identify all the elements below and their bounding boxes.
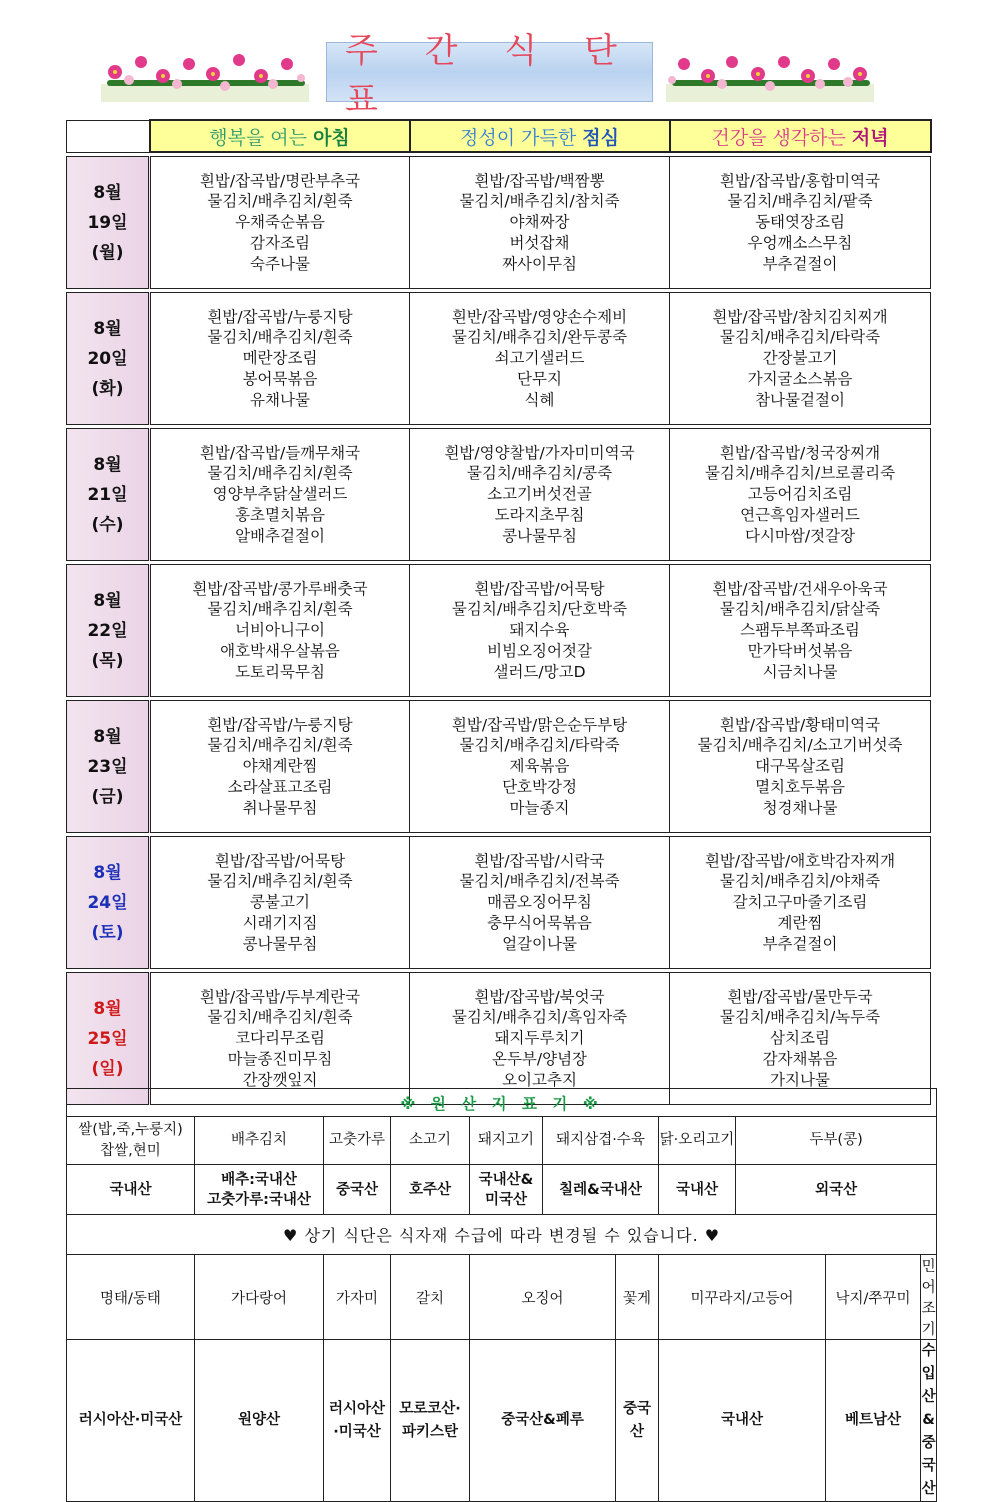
dinner-menu-cell [670, 429, 931, 561]
origin-value: 국내산& 미국산 [470, 1165, 543, 1215]
lunch-menu-cell [410, 565, 670, 697]
flower-decoration-right [666, 50, 874, 102]
lunch-menu-cell [410, 293, 670, 425]
menu-item: 감자조림 [250, 233, 310, 252]
dinner-menu-cell [670, 701, 931, 833]
day-weekday: (금) [91, 786, 124, 807]
menu-item: 취나물무침 [242, 798, 318, 817]
menu-item: 흰밥/잡곡밥/홍합미역국 [719, 171, 881, 190]
day-date: 19일 [87, 212, 128, 233]
day-label [67, 701, 150, 833]
day-month: 8월 [93, 726, 122, 747]
menu-item: 계란찜 [777, 913, 823, 932]
menu-item: 물김치/배추김치/흑임자죽 [451, 1008, 628, 1027]
day-label [67, 429, 150, 561]
menu-item: 감자채볶음 [762, 1049, 838, 1068]
menu-item: 코다리무조림 [235, 1029, 325, 1048]
dinner-menu-cell [670, 565, 931, 697]
breakfast-menu-cell [150, 565, 410, 697]
origin-value: 러시아산·미국산 [67, 1340, 195, 1502]
day-weekday: (수) [91, 514, 124, 535]
menu-item: 흰밥/잡곡밥/맑은순두부탕 [451, 715, 628, 734]
menu-item: 흰밥/잡곡밥/누룽지탕 [207, 715, 353, 734]
menu-item: 오이고추지 [502, 1070, 577, 1089]
origin-label: 두부(콩) [736, 1117, 937, 1165]
menu-table [66, 119, 932, 1105]
header-corner [67, 120, 150, 152]
origin-label: 소고기 [391, 1117, 470, 1165]
menu-item: 흰밥/잡곡밥/백짬뽕 [474, 171, 605, 190]
menu-item: 야채짜장 [509, 213, 570, 232]
menu-item: 흰밥/잡곡밥/명란부추국 [199, 171, 361, 190]
header-dinner: 건강을 생각하는 저녁 [670, 120, 931, 152]
menu-item: 제육볶음 [509, 757, 570, 776]
menu-item: 콩불고기 [250, 893, 310, 912]
menu-item: 야채계란찜 [242, 757, 318, 776]
origin-label: 배추김치 [195, 1117, 324, 1165]
menu-item: 버섯잡채 [509, 233, 570, 252]
menu-item: 돼지두루치기 [494, 1029, 585, 1048]
day-month: 8월 [93, 454, 122, 475]
menu-item: 흰밥/잡곡밥/어묵탕 [474, 579, 605, 598]
origin-value: 호주산 [391, 1165, 470, 1215]
origin-value: 배추:국내산 고춧가루:국내산 [195, 1165, 324, 1215]
menu-item: 스팸두부쪽파조림 [740, 621, 860, 640]
menu-item: 쇠고기샐러드 [494, 349, 585, 368]
menu-item: 참나물겉절이 [755, 390, 845, 409]
origin-label: 가자미 [324, 1255, 391, 1340]
menu-item: 흰밥/잡곡밥/북엇국 [474, 987, 605, 1006]
day-date: 23일 [87, 756, 128, 777]
menu-item: 물김치/배추김치/흰죽 [207, 1008, 353, 1027]
flower-decoration-left [101, 50, 309, 102]
menu-item: 단무지 [517, 369, 562, 388]
menu-item: 물김치/배추김치/참치죽 [459, 192, 620, 211]
menu-item: 유채나물 [250, 390, 310, 409]
breakfast-menu-cell [150, 429, 410, 561]
day-weekday: (목) [91, 650, 124, 671]
menu-item: 흰밥/잡곡밥/애호박감자찌개 [704, 851, 896, 870]
menu-item: 우채죽순볶음 [235, 213, 325, 232]
menu-item: 간장깻잎지 [242, 1070, 318, 1089]
menu-item: 매콤오징어무침 [487, 893, 592, 912]
menu-item: 물김치/배추김치/단호박죽 [451, 600, 628, 619]
menu-item: 흰반/잡곡밥/영양손수제비 [451, 307, 628, 326]
menu-item: 물김치/배추김치/흰죽 [207, 736, 353, 755]
menu-item: 우엉깨소스무침 [747, 233, 853, 252]
origin-label: 민어조기 [921, 1255, 937, 1340]
page-title: 주 간 식 단 표 [345, 31, 635, 120]
menu-item: 가지굴소스볶음 [747, 369, 853, 388]
menu-item: 영양부추닭살샐러드 [212, 485, 348, 504]
origin-label: 꽃게 [616, 1255, 659, 1340]
menu-item: 물김치/배추김치/타락죽 [459, 736, 620, 755]
menu-item: 얼갈이나물 [502, 934, 577, 953]
menu-change-notice: ♥ 상기 식단은 식자재 수급에 따라 변경될 수 있습니다. ♥ [67, 1215, 937, 1255]
dinner-menu-cell [670, 973, 931, 1105]
lunch-menu-cell [410, 701, 670, 833]
origin-label: 돼지고기 [470, 1117, 543, 1165]
header-lunch: 정성이 가득한 점심 [410, 120, 670, 152]
lunch-menu-cell [410, 157, 670, 289]
menu-item: 도토리묵무침 [235, 662, 325, 681]
breakfast-menu-cell [150, 293, 410, 425]
breakfast-menu-cell [150, 157, 410, 289]
day-date: 22일 [87, 620, 128, 641]
menu-item: 대구목살조림 [755, 757, 845, 776]
origin-value: 외국산 [736, 1165, 937, 1215]
menu-item: 가지나물 [770, 1070, 830, 1089]
origin-value: 러시아산 ·미국산 [324, 1340, 391, 1502]
menu-item: 샐러드/망고D [493, 662, 586, 681]
menu-item: 부추겉절이 [762, 934, 838, 953]
menu-item: 물김치/배추김치/팥죽 [727, 192, 873, 211]
menu-item: 물김치/배추김치/콩죽 [466, 464, 613, 483]
day-row [67, 429, 931, 561]
origin-label: 닭·오리고기 [659, 1117, 736, 1165]
day-label [67, 565, 150, 697]
day-month: 8월 [93, 182, 122, 203]
dinner-menu-cell [670, 293, 931, 425]
day-month: 8월 [93, 590, 122, 611]
menu-item: 마늘종진미무침 [227, 1049, 333, 1068]
origin-value: 칠레&국내산 [543, 1165, 659, 1215]
menu-item: 물김치/배추김치/흰죽 [207, 600, 353, 619]
day-weekday: (화) [91, 378, 124, 399]
menu-item: 멸치호두볶음 [755, 777, 845, 796]
menu-item: 온두부/양념장 [491, 1049, 588, 1068]
menu-item: 물김치/배추김치/녹두죽 [719, 1008, 881, 1027]
header-breakfast: 행복을 여는 아침 [150, 120, 410, 152]
dinner-menu-cell [670, 157, 931, 289]
day-weekday: (월) [91, 242, 124, 263]
origin-value: 국내산 [659, 1165, 736, 1215]
dinner-menu-cell [670, 837, 931, 969]
origin-label: 가다랑어 [195, 1255, 324, 1340]
origin-value: 모로코산· 파키스탄 [391, 1340, 470, 1502]
origin-table [66, 1088, 937, 1502]
breakfast-menu-cell [150, 973, 410, 1105]
day-date: 20일 [87, 348, 128, 369]
day-row [67, 565, 931, 697]
menu-item: 고등어김치조림 [747, 485, 853, 504]
origin-value: 중국산 [616, 1340, 659, 1502]
menu-item: 간장불고기 [762, 349, 838, 368]
menu-item: 부추겉절이 [762, 254, 838, 273]
menu-item: 숙주나물 [250, 254, 310, 273]
origin-value: 국내산 [67, 1165, 195, 1215]
menu-item: 알배추겉절이 [235, 526, 325, 545]
lunch-menu-cell [410, 973, 670, 1105]
day-month: 8월 [93, 318, 122, 339]
menu-item: 물김치/배추김치/닭살죽 [719, 600, 881, 619]
menu-item: 마늘종지 [509, 798, 570, 817]
day-row [67, 837, 931, 969]
menu-item: 청경채나물 [762, 798, 838, 817]
menu-item: 물김치/배추김치/브로콜리죽 [704, 464, 896, 483]
day-row [67, 293, 931, 425]
menu-item: 물김치/배추김치/흰죽 [207, 192, 353, 211]
day-row [67, 701, 931, 833]
day-date: 21일 [87, 484, 128, 505]
origin-label: 고춧가루 [324, 1117, 391, 1165]
day-label [67, 837, 150, 969]
origin-label: 쌀(밥,죽,누룽지) 찹쌀,현미 [67, 1117, 195, 1165]
menu-item: 소라살표고조림 [227, 777, 333, 796]
menu-item: 만가닥버섯볶음 [747, 641, 853, 660]
menu-item: 시금치나물 [762, 662, 838, 681]
origin-label: 돼지삼겹·수육 [543, 1117, 659, 1165]
menu-item: 흰밥/잡곡밥/물만두국 [727, 987, 873, 1006]
origin-value: 원양산 [195, 1340, 324, 1502]
menu-item: 메란장조림 [242, 349, 318, 368]
day-month: 8월 [93, 862, 122, 883]
breakfast-menu-cell [150, 701, 410, 833]
meal-header-row [67, 120, 931, 152]
menu-item: 너비아니구이 [235, 621, 325, 640]
menu-item: 돼지수육 [509, 621, 570, 640]
title-banner [326, 31, 653, 120]
day-weekday: (토) [91, 922, 124, 943]
menu-item: 흰밥/잡곡밥/황태미역국 [719, 715, 881, 734]
origin-row1-values [67, 1165, 937, 1215]
origin-value: 중국산 [324, 1165, 391, 1215]
origin-label: 미꾸라지/고등어 [659, 1255, 826, 1340]
origin-label: 명태/동태 [67, 1255, 195, 1340]
menu-item: 시래기지짐 [242, 913, 318, 932]
origin-value: 중국산&페루 [470, 1340, 616, 1502]
origin-title: ※ 원 산 지 표 기 ※ [67, 1089, 937, 1117]
menu-item: 흰밥/영양찰밥/가자미미역국 [444, 443, 635, 462]
menu-item: 콩나물무침 [242, 934, 318, 953]
menu-item: 애호박새우살볶음 [220, 641, 340, 660]
lunch-menu-cell [410, 429, 670, 561]
menu-item: 충무식어묵볶음 [487, 913, 592, 932]
menu-item: 흰밥/잡곡밥/참치김치찌개 [712, 307, 888, 326]
menu-item: 갈치고구마줄기조림 [732, 893, 868, 912]
menu-item: 콩나물무침 [502, 526, 577, 545]
menu-item: 흰밥/잡곡밥/청국장찌개 [719, 443, 881, 462]
menu-item: 물김치/배추김치/흰죽 [207, 464, 353, 483]
day-date: 24일 [87, 892, 128, 913]
menu-item: 도라지초무침 [494, 505, 585, 524]
origin-value: 수입산& 중국산 [921, 1340, 937, 1502]
day-row [67, 973, 931, 1105]
menu-item: 물김치/배추김치/야채죽 [719, 872, 881, 891]
day-date: 25일 [87, 1028, 128, 1049]
day-weekday: (일) [91, 1058, 124, 1079]
origin-value: 베트남산 [826, 1340, 921, 1502]
menu-item: 물김치/배추김치/소고기버섯죽 [697, 736, 903, 755]
origin-row2-labels [67, 1255, 937, 1340]
menu-item: 흰밥/잡곡밥/어묵탕 [214, 851, 346, 870]
origin-row2-values [67, 1340, 937, 1502]
origin-value: 국내산 [659, 1340, 826, 1502]
menu-item: 비빔오징어젓갈 [487, 641, 592, 660]
menu-item: 흰밥/잡곡밥/누룽지탕 [207, 307, 353, 326]
menu-item: 물김치/배추김치/완두콩죽 [451, 328, 628, 347]
menu-item: 다시마쌈/젓갈장 [744, 526, 856, 545]
day-label [67, 973, 150, 1105]
menu-item: 소고기버섯전골 [487, 485, 592, 504]
menu-item: 물김치/배추김치/흰죽 [207, 328, 353, 347]
menu-item: 식혜 [524, 390, 555, 409]
origin-label: 낙지/쭈꾸미 [826, 1255, 921, 1340]
menu-item: 흰밥/잡곡밥/시락국 [474, 851, 605, 870]
menu-item: 짜사이무침 [502, 254, 577, 273]
menu-item: 물김치/배추김치/흰죽 [207, 872, 353, 891]
menu-item: 흰밥/잡곡밥/두부계란국 [199, 987, 361, 1006]
lunch-menu-cell [410, 837, 670, 969]
menu-item: 흰밥/잡곡밥/콩가루배춧국 [192, 579, 368, 598]
day-label [67, 293, 150, 425]
menu-item: 흰밥/잡곡밥/들깨무채국 [199, 443, 361, 462]
menu-item: 연근흑임자샐러드 [740, 505, 860, 524]
menu-item: 동태엿장조림 [755, 213, 845, 232]
menu-item: 삼치조림 [770, 1029, 830, 1048]
day-label [67, 157, 150, 289]
origin-row1-labels [67, 1117, 937, 1165]
menu-item: 물김치/배추김치/전복죽 [459, 872, 620, 891]
menu-item: 흰밥/잡곡밥/건새우아욱국 [712, 579, 888, 598]
menu-item: 홍초멸치볶음 [235, 505, 325, 524]
breakfast-menu-cell [150, 837, 410, 969]
day-month: 8월 [93, 998, 122, 1019]
day-row [67, 157, 931, 289]
menu-item: 물김치/배추김치/타락죽 [719, 328, 881, 347]
origin-label: 오징어 [470, 1255, 616, 1340]
menu-item: 단호박강정 [502, 777, 577, 796]
origin-label: 갈치 [391, 1255, 470, 1340]
menu-item: 봉어묵볶음 [242, 369, 318, 388]
